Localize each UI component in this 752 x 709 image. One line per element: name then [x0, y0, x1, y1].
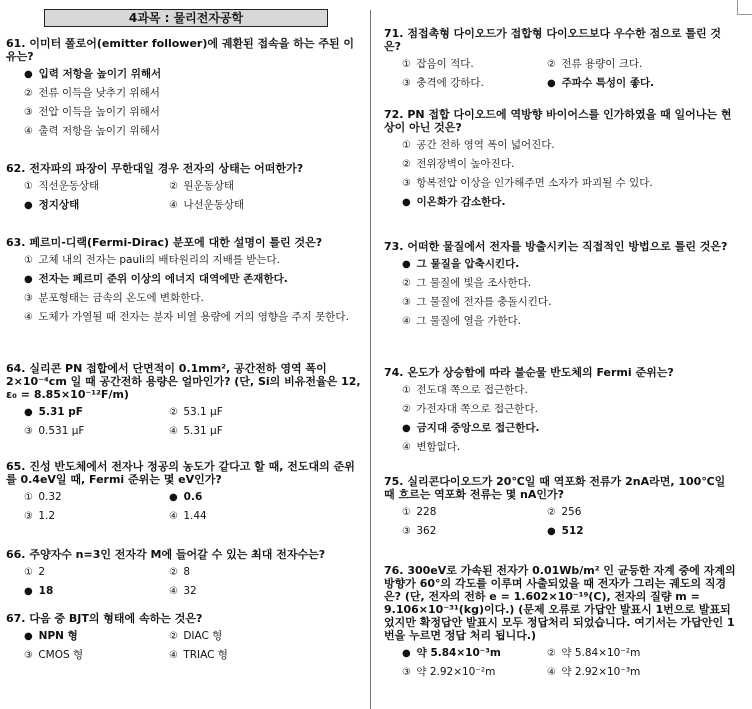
option-text: 원운동상태 [180, 180, 235, 192]
option-text: 도체가 가열될 때 전자는 분자 비열 용량에 거의 영향을 주지 못한다. [35, 311, 349, 323]
option-text: 0.32 [35, 491, 62, 503]
option-text: 항복전압 이상을 인가해주면 소자가 파괴될 수 있다. [413, 177, 653, 189]
subject-title: 4과목 : 물리전자공학 [44, 9, 328, 27]
option-text: 충격에 강하다. [413, 77, 484, 89]
question-stem: 64. 실리콘 PN 접합에서 단면적이 0.1mm², 공간전하 영역 폭이 2×10⁻⁴cm 일 때 공간전하 용량은 얼마인가? (단, Si의 비유전율은 12, ε₀ = 8.85×10⁻¹²F/m) [6, 362, 361, 401]
option-text: 나선운동상태 [180, 199, 245, 211]
question-stem: 76. 300eV로 가속된 전자가 0.01Wb/m² 인 균등한 자계 중에 자계의 방향가 60°의 각도를 이루며 사출되었을 때 전자가 그리는 궤도의 직경은? (단, 전자의 전하 e = 1.602×10⁻¹⁹(C), 전자의 질량 m = 9.106×10⁻³¹(kg)이다.) (문제 오류로 가답안 발표시 1번으로 발표되었지만 확정답안 발표시 모두 정답처리 되었습니다. 여기서는 가답안인 1번을 누르면 정답 처리 됩니다.) [384, 564, 736, 642]
option[interactable] [384, 139, 738, 152]
option[interactable] [6, 566, 151, 579]
option[interactable] [529, 666, 674, 679]
option[interactable] [6, 311, 364, 324]
option-number-icon: ② [547, 507, 556, 518]
option[interactable] [384, 177, 738, 190]
option-text: 출력 저항을 높이기 위해서 [35, 125, 160, 137]
option-number-icon: ① [402, 385, 411, 396]
option-text: 주파수 특성이 좋다. [558, 77, 655, 89]
question-64 [6, 362, 364, 444]
option-row [384, 58, 738, 71]
option-number-icon: ③ [24, 293, 33, 304]
option[interactable] [151, 425, 296, 438]
option-row [6, 510, 364, 523]
option-text: 전자는 페르미 준위 이상의 에너지 대역에만 존재한다. [35, 273, 288, 285]
selected-answer-icon: ● [24, 407, 33, 418]
question-stem: 73. 어떠한 물질에서 전자를 방출시키는 직접적인 방법으로 틀린 것은? [384, 240, 728, 253]
option[interactable] [529, 58, 674, 71]
question-stem: 75. 실리콘다이오드가 20℃일 때 역포화 전류가 2nA라면, 100℃일 때 흐르는 역포화 전류는 몇 nA인가? [384, 475, 726, 501]
option-number-icon: ④ [169, 511, 178, 522]
selected-answer-icon: ● [24, 586, 33, 597]
option-number-icon: ③ [402, 526, 411, 537]
option-text: 53.1 μF [180, 406, 223, 418]
option-row [6, 630, 364, 643]
option-text: DIAC 형 [180, 630, 223, 642]
option-text: CMOS 형 [35, 649, 84, 661]
answer-option[interactable] [6, 406, 151, 419]
column-divider [370, 10, 371, 709]
option-number-icon: ③ [402, 667, 411, 678]
answer-option[interactable] [384, 196, 738, 209]
answer-option[interactable] [6, 585, 151, 598]
option-text: 0.6 [180, 491, 203, 503]
option-text: 정지상태 [35, 199, 80, 211]
option[interactable] [151, 566, 296, 579]
answer-option[interactable] [6, 630, 151, 643]
option-text: 전압 이득을 높이기 위해서 [35, 106, 160, 118]
option-text: 1.44 [180, 510, 207, 522]
question-stem: 65. 진성 반도체에서 전자나 정공의 농도가 같다고 할 때, 전도대의 준위를 0.4eV일 때, Fermi 준위는 몇 eV인가? [6, 460, 355, 486]
question-76 [384, 564, 738, 685]
option-number-icon: ④ [402, 442, 411, 453]
option-number-icon: ② [169, 181, 178, 192]
answer-option[interactable] [6, 273, 364, 286]
option-number-icon: ③ [24, 107, 33, 118]
option-number-icon: ① [402, 507, 411, 518]
option[interactable] [529, 506, 674, 519]
option[interactable] [529, 647, 674, 660]
option[interactable] [151, 406, 296, 419]
question-74 [384, 366, 738, 460]
option-row [6, 180, 364, 193]
selected-answer-icon: ● [547, 78, 556, 89]
option[interactable] [151, 585, 296, 598]
selected-answer-icon: ● [402, 197, 411, 208]
option[interactable] [151, 649, 296, 662]
option-text: 228 [413, 506, 437, 518]
option-number-icon: ③ [402, 178, 411, 189]
option-text: 약 2.92×10⁻³m [558, 666, 641, 678]
option-text: 가전자대 쪽으로 접근한다. [413, 403, 538, 415]
option-row [384, 506, 738, 519]
option-number-icon: ② [547, 59, 556, 70]
option-text: NPN 형 [35, 630, 78, 642]
option-number-icon: ② [169, 631, 178, 642]
option-text: 전류 용량이 크다. [558, 58, 643, 70]
option-text: 전류 이득을 낮추기 위해서 [35, 87, 160, 99]
question-stem: 66. 주양자수 n=3인 전자각 M에 들어갈 수 있는 최대 전자수는? [6, 548, 326, 561]
question-stem: 67. 다음 중 BJT의 형태에 속하는 것은? [6, 612, 203, 625]
option[interactable] [151, 199, 296, 212]
answer-option[interactable] [384, 647, 529, 660]
question-72 [384, 108, 738, 215]
option-number-icon: ① [24, 492, 33, 503]
option-number-icon: ③ [402, 78, 411, 89]
option-number-icon: ① [24, 567, 33, 578]
page-corner [737, 0, 752, 15]
option-text: 32 [180, 585, 197, 597]
option-number-icon: ① [402, 140, 411, 151]
question-75 [384, 475, 738, 544]
question-66 [6, 548, 364, 604]
option[interactable] [6, 649, 151, 662]
option-row [384, 525, 738, 538]
option[interactable] [384, 315, 738, 328]
option-number-icon: ② [169, 407, 178, 418]
question-stem: 74. 온도가 상승함에 따라 불순물 반도체의 Fermi 준위는? [384, 366, 674, 379]
option[interactable] [6, 510, 151, 523]
option-text: 약 2.92×10⁻²m [413, 666, 496, 678]
option[interactable] [384, 403, 738, 416]
option[interactable] [151, 630, 296, 643]
option-text: 그 물질을 압축시킨다. [413, 258, 520, 270]
selected-answer-icon: ● [24, 69, 33, 80]
option[interactable] [384, 384, 738, 397]
answer-option[interactable] [529, 77, 674, 90]
option-text: 2 [35, 566, 46, 578]
question-73 [384, 240, 738, 334]
option-number-icon: ③ [24, 426, 33, 437]
selected-answer-icon: ● [402, 423, 411, 434]
option-row [6, 491, 364, 504]
option-number-icon: ④ [169, 586, 178, 597]
option-text: TRIAC 형 [180, 649, 228, 661]
answer-option[interactable] [529, 525, 674, 538]
option-text: 18 [35, 585, 54, 597]
option-row [384, 77, 738, 90]
option-text: 그 물질에 열을 가한다. [413, 315, 521, 327]
option-number-icon: ① [402, 59, 411, 70]
option-text: 변함없다. [413, 441, 461, 453]
option-text: 고체 내의 전자는 pauli의 배타원리의 지배를 받는다. [35, 254, 281, 266]
option-number-icon: ② [547, 648, 556, 659]
option[interactable] [6, 180, 151, 193]
option-text: 잡음이 적다. [413, 58, 474, 70]
option-row [6, 199, 364, 212]
option[interactable] [6, 292, 364, 305]
option-text: 그 물질에 전자를 충돌시킨다. [413, 296, 552, 308]
question-61 [6, 37, 364, 144]
answer-option[interactable] [6, 68, 364, 81]
option-text: 1.2 [35, 510, 56, 522]
option-number-icon: ② [402, 404, 411, 415]
option-text: 금지대 중앙으로 접근한다. [413, 422, 540, 434]
option[interactable] [6, 491, 151, 504]
option-text: 8 [180, 566, 191, 578]
question-71 [384, 27, 738, 96]
answer-option[interactable] [384, 422, 738, 435]
option[interactable] [151, 180, 296, 193]
option-text: 전도대 쪽으로 접근한다. [413, 384, 528, 396]
option-number-icon: ④ [169, 650, 178, 661]
answer-option[interactable] [151, 491, 296, 504]
selected-answer-icon: ● [24, 200, 33, 211]
option-text: 그 물질에 빛을 조사한다. [413, 277, 532, 289]
option-row [6, 585, 364, 598]
option[interactable] [384, 441, 738, 454]
question-62 [6, 162, 364, 218]
question-stem: 61. 이미터 폴로어(emitter follower)에 궤환된 접속을 하는 주된 이유는? [6, 37, 355, 63]
option-number-icon: ② [402, 278, 411, 289]
option[interactable] [6, 87, 364, 100]
option-number-icon: ④ [24, 312, 33, 323]
option-text: 공간 전하 영역 폭이 넓어진다. [413, 139, 555, 151]
question-67 [6, 612, 364, 668]
option-text: 이온화가 감소한다. [413, 196, 506, 208]
option-text: 0.531 μF [35, 425, 85, 437]
question-stem: 72. PN 접합 다이오드에 역방향 바이어스를 인가하였을 때 일어나는 현상이 아닌 것은? [384, 108, 732, 134]
selected-answer-icon: ● [169, 492, 178, 503]
option-row [6, 406, 364, 419]
option[interactable] [384, 525, 529, 538]
option[interactable] [151, 510, 296, 523]
option[interactable] [384, 666, 529, 679]
option-row [6, 425, 364, 438]
option[interactable] [384, 506, 529, 519]
option-number-icon: ③ [24, 650, 33, 661]
option[interactable] [384, 158, 738, 171]
question-63 [6, 236, 364, 330]
option-number-icon: ② [24, 88, 33, 99]
option-number-icon: ④ [169, 426, 178, 437]
option-number-icon: ④ [24, 126, 33, 137]
option-number-icon: ① [24, 255, 33, 266]
option-text: 5.31 μF [180, 425, 223, 437]
option-number-icon: ③ [402, 297, 411, 308]
option-row [6, 566, 364, 579]
option-row [384, 666, 738, 679]
selected-answer-icon: ● [547, 526, 556, 537]
option[interactable] [384, 58, 529, 71]
option-text: 5.31 pF [35, 406, 83, 418]
option-text: 512 [558, 525, 584, 537]
option-number-icon: ④ [169, 200, 178, 211]
option-number-icon: ④ [547, 667, 556, 678]
question-stem: 71. 점접촉형 다이오드가 접합형 다이오드보다 우수한 점으로 틀린 것은? [384, 27, 722, 53]
option[interactable] [6, 106, 364, 119]
option[interactable] [384, 277, 738, 290]
option-number-icon: ① [24, 181, 33, 192]
option[interactable] [6, 425, 151, 438]
option-row [384, 647, 738, 660]
option-row [6, 649, 364, 662]
question-stem: 62. 전자파의 파장이 무한대일 경우 전자의 상태는 어떠한가? [6, 162, 304, 175]
option-text: 분포형태는 금속의 온도에 변화한다. [35, 292, 204, 304]
option-text: 직선운동상태 [35, 180, 100, 192]
question-stem: 63. 페르미-디랙(Fermi-Dirac) 분포에 대한 설명이 틀린 것은? [6, 236, 323, 249]
option-number-icon: ② [402, 159, 411, 170]
option-number-icon: ② [169, 567, 178, 578]
option-text: 362 [413, 525, 437, 537]
option-number-icon: ③ [24, 511, 33, 522]
option[interactable] [6, 254, 364, 267]
option-text: 약 5.84×10⁻²m [558, 647, 641, 659]
question-65 [6, 460, 364, 529]
answer-option[interactable] [384, 258, 738, 271]
option-text: 256 [558, 506, 582, 518]
option-text: 약 5.84×10⁻³m [413, 647, 501, 659]
answer-option[interactable] [6, 199, 151, 212]
selected-answer-icon: ● [402, 259, 411, 270]
option-text: 입력 저항을 높이기 위해서 [35, 68, 162, 80]
option-text: 전위장벽이 높아진다. [413, 158, 515, 170]
option-number-icon: ④ [402, 316, 411, 327]
option[interactable] [6, 125, 364, 138]
selected-answer-icon: ● [24, 631, 33, 642]
option[interactable] [384, 296, 738, 309]
selected-answer-icon: ● [402, 648, 411, 659]
selected-answer-icon: ● [24, 274, 33, 285]
option[interactable] [384, 77, 529, 90]
